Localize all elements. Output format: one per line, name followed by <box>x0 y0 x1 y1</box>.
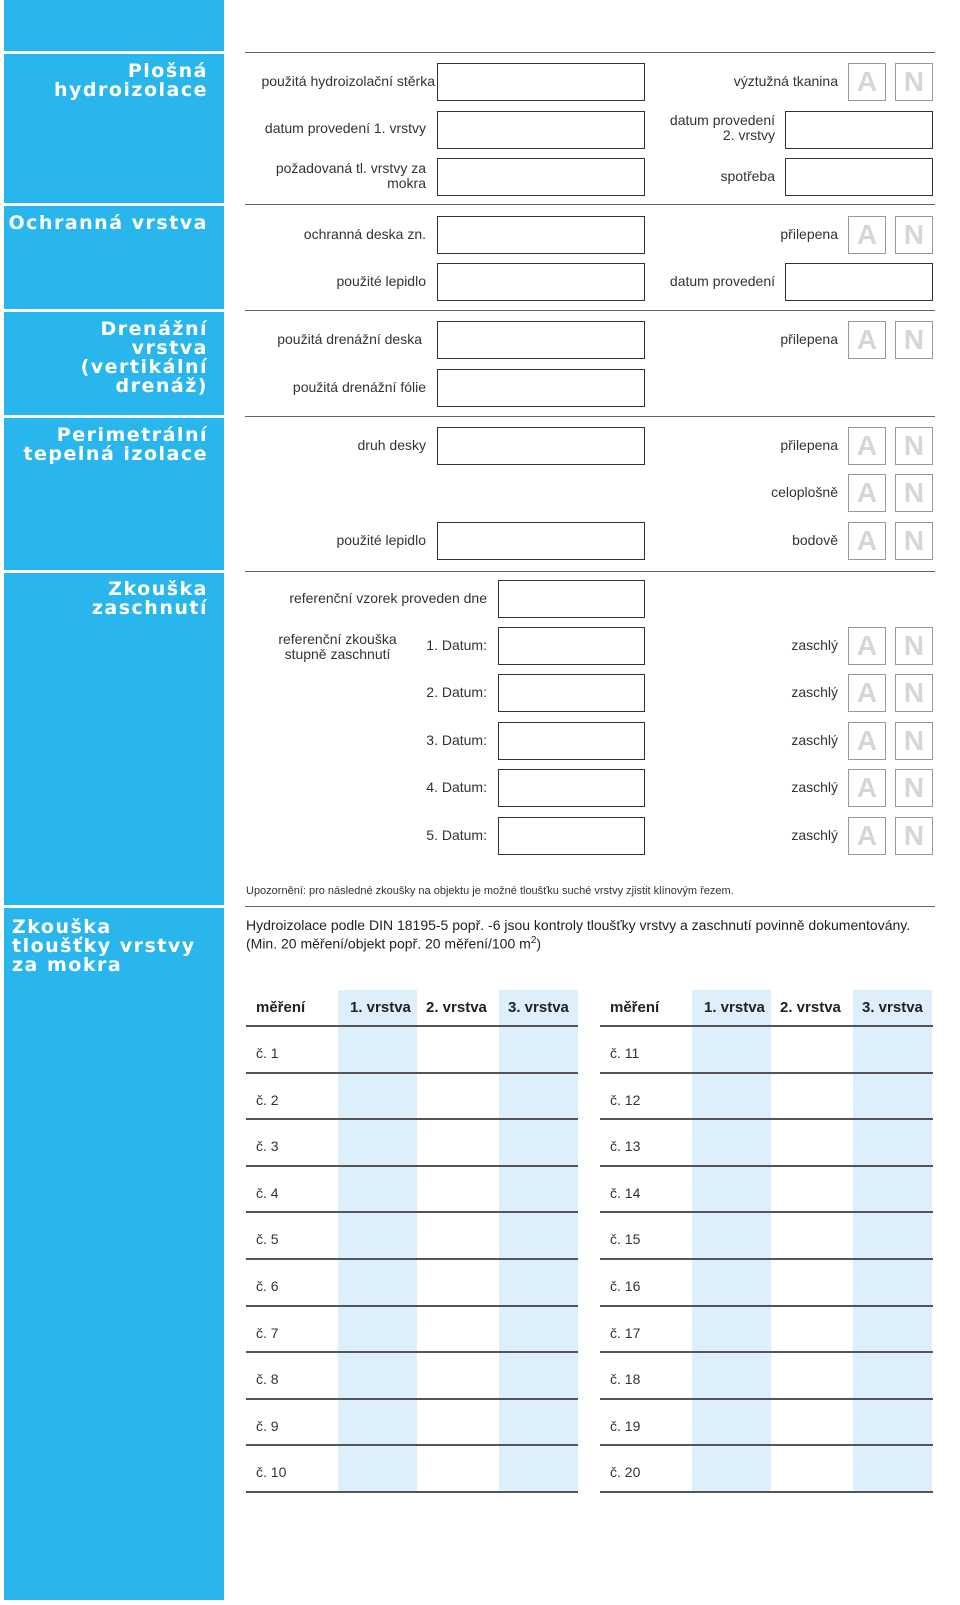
table-row: č. 11 <box>610 1045 640 1061</box>
table-row: č. 19 <box>610 1417 641 1434</box>
measurement-table-left <box>246 990 578 1492</box>
checkbox-a-zaschly-3[interactable]: A <box>848 722 886 760</box>
row-divider <box>600 1072 933 1074</box>
checkbox-n-zaschly-2[interactable]: N <box>895 674 933 712</box>
section-line <box>245 310 935 311</box>
section-title-drenazni: Drenážní vrstva (vertikální drenáž) <box>80 318 208 397</box>
table-row: č. 3 <box>256 1138 279 1155</box>
input-datum-2[interactable] <box>498 674 645 712</box>
label-zaschly: zaschlý <box>791 827 838 843</box>
label-ref-zkouska: referenční zkouška stupně zaschnutí <box>278 631 397 662</box>
measurement-table-right <box>600 990 933 1492</box>
checkbox-a-zaschly-1[interactable]: A <box>848 627 886 665</box>
checkbox-a-prilepena[interactable]: A <box>848 427 886 465</box>
row-divider <box>600 1258 933 1260</box>
row-divider <box>600 1444 933 1446</box>
row-divider <box>246 1305 578 1307</box>
checkbox-n-celoplosne[interactable]: N <box>895 474 933 512</box>
table-row: č. 13 <box>610 1138 641 1155</box>
label-zaschly: zaschlý <box>791 779 838 795</box>
table-header: 1. vrstva <box>350 999 411 1016</box>
checkbox-n-ochranna[interactable]: N <box>895 216 933 254</box>
checkbox-n-zaschly-3[interactable]: N <box>895 722 933 760</box>
divider <box>4 309 224 312</box>
input-datum1[interactable] <box>437 111 645 149</box>
label-drenazni-folie: použitá drenážní fólie <box>292 379 426 395</box>
row-divider <box>246 1118 578 1120</box>
label-datum-4: 4. Datum: <box>426 779 487 795</box>
table-row: č. 9 <box>256 1417 279 1434</box>
label-prilepena: přilepena <box>780 437 838 453</box>
label-celoplosne: celoplošně <box>771 484 838 500</box>
section-title-ochranna: Ochranná vrstva <box>8 212 208 234</box>
checkbox-a-zaschly-5[interactable]: A <box>848 817 886 855</box>
label-drenazni-deska: použitá drenážní deska <box>277 331 422 347</box>
label-datum-5: 5. Datum: <box>426 827 487 843</box>
checkbox-n-bodove[interactable]: N <box>895 522 933 560</box>
table-row: č. 12 <box>610 1091 641 1108</box>
table-row: č. 16 <box>610 1278 641 1294</box>
row-divider <box>246 1072 578 1074</box>
label-ref-vzorek: referenční vzorek proveden dne <box>289 590 487 606</box>
row-divider <box>246 1444 578 1446</box>
row-divider <box>600 1491 933 1493</box>
row-divider <box>246 1025 578 1027</box>
checkbox-a-bodove[interactable]: A <box>848 522 886 560</box>
input-datum-1[interactable] <box>498 627 645 665</box>
label-datum-2: 2. Datum: <box>426 684 487 700</box>
table-row: č. 2 <box>256 1091 279 1108</box>
section-line <box>245 52 935 53</box>
divider <box>4 415 224 418</box>
info-paragraph <box>246 918 936 952</box>
table-row: č. 15 <box>610 1231 641 1248</box>
input-deska[interactable] <box>437 216 645 254</box>
label-druh-desky: druh desky <box>357 437 426 453</box>
section-line <box>245 906 935 907</box>
table-header: 1. vrstva <box>704 999 765 1016</box>
input-spotreba[interactable] <box>785 158 933 196</box>
info-line-1: Hydroizolace podle DIN 18195-5 popř. -6 jsou kontroly tloušťky vrstvy a zaschnutí povinně dokumentovány. <box>246 917 911 933</box>
input-drenazni-folie[interactable] <box>437 369 645 407</box>
row-divider <box>246 1211 578 1213</box>
row-divider <box>246 1491 578 1493</box>
label-sterka: použitá hydroizolační stěrka <box>261 73 435 89</box>
checkbox-a-ochranna[interactable]: A <box>848 216 886 254</box>
label-datum-3: 3. Datum: <box>426 732 487 748</box>
checkbox-n-tkanina[interactable]: N <box>895 63 933 101</box>
checkbox-a-drenazni[interactable]: A <box>848 321 886 359</box>
input-druh-desky[interactable] <box>437 427 645 465</box>
sidebar <box>4 0 224 1600</box>
table-row: č. 1 <box>256 1045 279 1061</box>
label-datum-provedeni: datum provedení <box>669 273 775 289</box>
row-divider <box>600 1351 933 1353</box>
section-title-zkouska-zaschnuti: Zkouška zaschnutí <box>91 578 208 619</box>
section-title-plosna: Plošná hydroizolace <box>53 60 208 101</box>
row-divider <box>246 1258 578 1260</box>
checkbox-n-zaschly-5[interactable]: N <box>895 817 933 855</box>
section-title-perimetr: Perimetrální tepelná izolace <box>23 424 208 465</box>
checkbox-n-drenazni[interactable]: N <box>895 321 933 359</box>
divider <box>4 51 224 54</box>
checkbox-n-prilepena[interactable]: N <box>895 427 933 465</box>
label-prilepena: přilepena <box>780 226 838 242</box>
label-lepidlo: použité lepidlo <box>336 532 426 548</box>
table-header: 2. vrstva <box>426 999 487 1016</box>
table-row: č. 6 <box>256 1278 279 1294</box>
section-title-zkouska-tloustky: Zkouška tloušťky vrstvy za mokra <box>12 916 196 976</box>
label-datum1: datum provedení 1. vrstvy <box>264 120 426 136</box>
table-row: č. 7 <box>256 1324 279 1341</box>
input-datum-3[interactable] <box>498 722 645 760</box>
row-divider <box>600 1211 933 1213</box>
divider <box>4 905 224 908</box>
shaded-column <box>692 990 771 1492</box>
input-datum-5[interactable] <box>498 817 645 855</box>
input-sterka[interactable] <box>437 63 645 101</box>
table-header: 3. vrstva <box>508 999 569 1016</box>
checkbox-n-zaschly-4[interactable]: N <box>895 769 933 807</box>
label-tkanina: výztužná tkanina <box>733 73 838 89</box>
table-row: č. 4 <box>256 1184 279 1201</box>
label-zaschly: zaschlý <box>791 684 838 700</box>
label-lepidlo: použité lepidlo <box>336 273 426 289</box>
section-line <box>245 204 935 205</box>
info-line-2: (Min. 20 měření/objekt popř. 20 měření/100 $m^2$) <box>246 935 542 952</box>
row-divider <box>600 1165 933 1167</box>
label-tl: požadovaná tl. vrstvy za mokra <box>275 160 426 191</box>
notice-text: Upozornění: pro následné zkoušky na objektu je možné tloušťku suché vrstvy zjistit klínovým řezem. <box>246 885 734 897</box>
row-divider <box>600 1398 933 1400</box>
shaded-column <box>499 990 578 1492</box>
checkbox-a-tkanina[interactable]: A <box>848 63 886 101</box>
table-row: č. 20 <box>610 1464 641 1481</box>
shaded-column <box>338 990 417 1492</box>
row-divider <box>246 1398 578 1400</box>
table-row: č. 17 <box>610 1324 641 1341</box>
table-header: měření <box>610 999 660 1016</box>
checkbox-n-zaschly-1[interactable]: N <box>895 627 933 665</box>
table-row: č. 8 <box>256 1371 279 1388</box>
label-bodove: bodově <box>792 532 838 548</box>
divider <box>4 203 224 206</box>
label-datum2: datum provedení 2. vrstvy <box>669 112 775 143</box>
input-datum2[interactable] <box>785 111 933 149</box>
table-row: č. 18 <box>610 1371 641 1388</box>
divider <box>4 570 224 573</box>
table-row: č. 10 <box>256 1464 287 1481</box>
row-divider <box>246 1351 578 1353</box>
label-prilepena: přilepena <box>780 331 838 347</box>
checkbox-a-celoplosne[interactable]: A <box>848 474 886 512</box>
input-tl[interactable] <box>437 158 645 196</box>
input-lepidlo-perimetr[interactable] <box>437 522 645 560</box>
table-header: 2. vrstva <box>780 999 841 1016</box>
shaded-column <box>853 990 932 1492</box>
table-header: 3. vrstva <box>862 999 923 1016</box>
section-line <box>245 416 935 417</box>
row-divider <box>600 1118 933 1120</box>
input-datum-provedeni[interactable] <box>785 263 933 301</box>
input-drenazni-deska[interactable] <box>437 321 645 359</box>
label-deska: ochranná deska zn. <box>303 226 426 242</box>
row-divider <box>600 1025 933 1027</box>
label-datum-1: 1. Datum: <box>426 637 487 653</box>
row-divider <box>246 1165 578 1167</box>
table-header: měření <box>256 999 306 1016</box>
label-zaschly: zaschlý <box>791 637 838 653</box>
checkbox-a-zaschly-2[interactable]: A <box>848 674 886 712</box>
label-zaschly: zaschlý <box>791 732 838 748</box>
input-lepidlo[interactable] <box>437 263 645 301</box>
table-row: č. 14 <box>610 1184 641 1201</box>
input-datum-4[interactable] <box>498 769 645 807</box>
row-divider <box>600 1305 933 1307</box>
label-spotreba: spotřeba <box>720 168 775 184</box>
section-line <box>245 571 935 572</box>
input-ref-vzorek[interactable] <box>498 580 645 618</box>
checkbox-a-zaschly-4[interactable]: A <box>848 769 886 807</box>
table-row: č. 5 <box>256 1231 279 1248</box>
